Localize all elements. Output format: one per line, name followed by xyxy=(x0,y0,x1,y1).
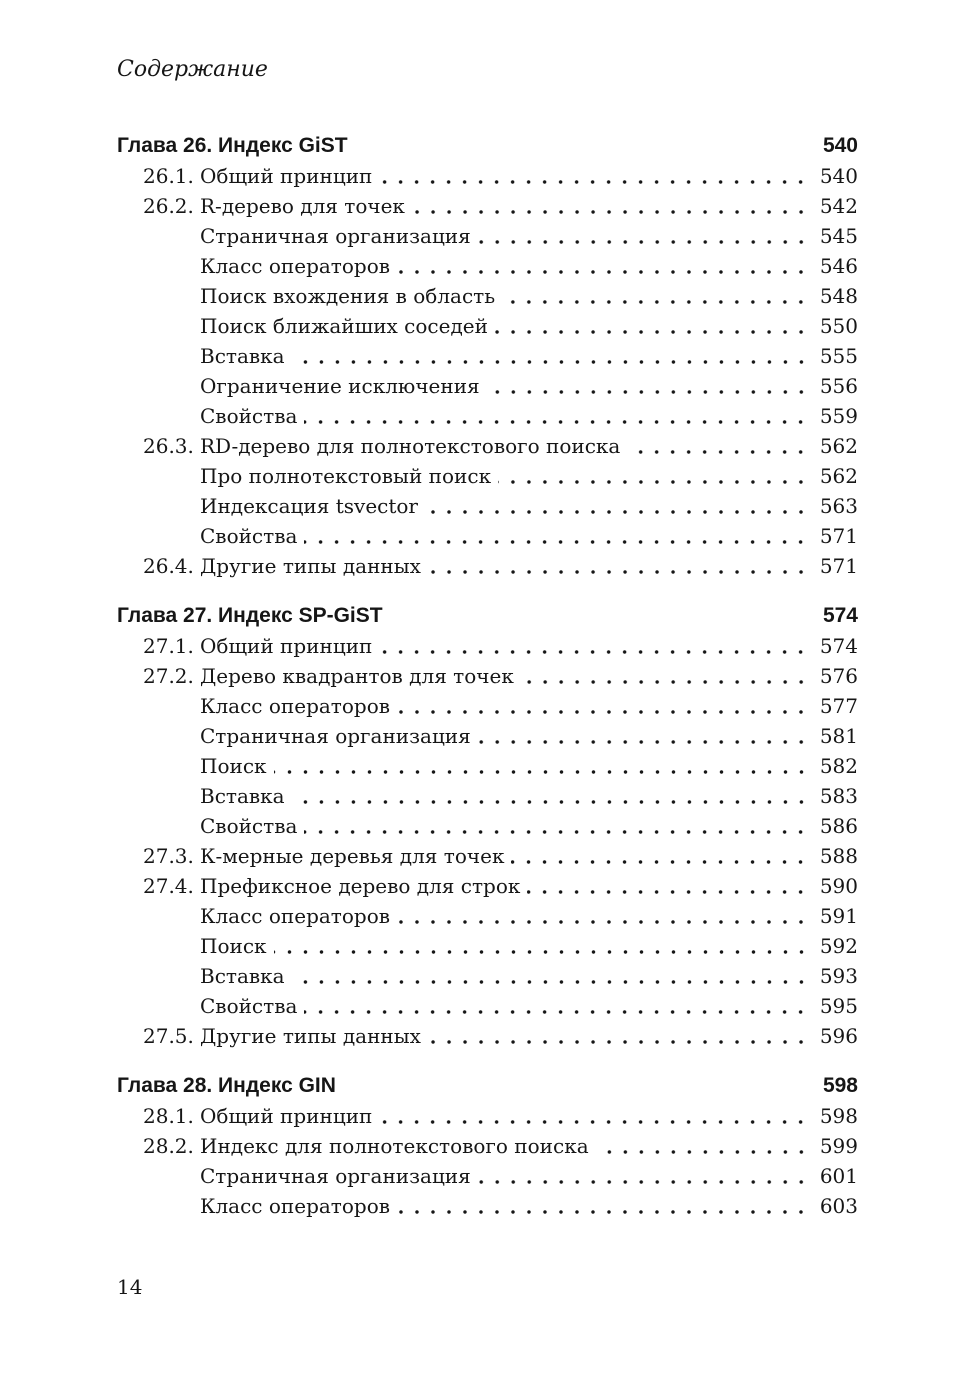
dot-leader xyxy=(292,961,810,991)
toc-entry-title: Вставка xyxy=(200,964,285,988)
toc-row xyxy=(117,1161,858,1191)
chapter-heading-page: 574 xyxy=(822,604,858,627)
dot-leader xyxy=(397,691,810,721)
toc-row xyxy=(117,661,858,691)
toc-row xyxy=(117,781,858,811)
footer-page-number: 14 xyxy=(117,1275,143,1299)
toc-row xyxy=(117,191,858,221)
toc-entry-page: 593 xyxy=(819,964,858,988)
chapter-heading-label: Глава 26. Индекс GiST xyxy=(117,134,348,157)
leader-spacer xyxy=(390,601,810,631)
dot-leader xyxy=(428,551,810,581)
toc-row xyxy=(117,431,858,461)
toc-entry-number: 26.2. xyxy=(143,194,194,218)
toc-entry-page: 583 xyxy=(819,784,858,808)
toc-entry-number: 27.5. xyxy=(143,1024,194,1048)
dot-leader xyxy=(379,161,810,191)
toc-entry-title: Свойства xyxy=(200,524,298,548)
dot-leader xyxy=(495,311,810,341)
toc-entry-page: 595 xyxy=(819,994,858,1018)
dot-leader xyxy=(478,1161,810,1191)
chapter-entries xyxy=(117,161,858,581)
toc-row xyxy=(117,631,858,661)
dot-leader xyxy=(274,931,810,961)
dot-leader xyxy=(304,521,810,551)
toc-chapter xyxy=(117,601,858,1051)
toc-entry-page: 603 xyxy=(819,1194,858,1218)
toc-row xyxy=(117,901,858,931)
toc-entry-number: 26.1. xyxy=(143,164,194,188)
dot-leader xyxy=(502,281,810,311)
toc-entry-title: Класс операторов xyxy=(200,254,391,278)
dot-leader xyxy=(428,1021,810,1051)
dot-leader xyxy=(379,1101,810,1131)
toc-entry-number: 27.2. xyxy=(143,664,194,688)
toc-row xyxy=(117,281,858,311)
toc-entry-title: Общий принцип xyxy=(200,1104,373,1128)
toc-entry-page: 588 xyxy=(819,844,858,868)
chapter-heading-row xyxy=(117,131,858,161)
leader-spacer xyxy=(343,1071,810,1101)
toc-entry-page: 540 xyxy=(819,164,858,188)
toc-row xyxy=(117,551,858,581)
dot-leader xyxy=(527,871,810,901)
toc-entry-title: Класс операторов xyxy=(200,694,391,718)
toc-page-title: Содержание xyxy=(117,57,268,82)
toc-entry-title: Индекс для полнотекстового поиска xyxy=(200,1134,589,1158)
toc-entry-title: Вставка xyxy=(200,784,285,808)
toc-entry-page: 571 xyxy=(819,524,858,548)
dot-leader xyxy=(627,431,810,461)
toc-chapter xyxy=(117,1071,858,1221)
toc-entry-page: 576 xyxy=(819,664,858,688)
toc-entry-title: Другие типы данных xyxy=(200,554,421,578)
toc-entry-page: 555 xyxy=(819,344,858,368)
toc-entry-page: 550 xyxy=(819,314,858,338)
toc-entry-page: 598 xyxy=(819,1104,858,1128)
toc-entry-title: Свойства xyxy=(200,814,298,838)
toc-entry-page: 556 xyxy=(819,374,858,398)
dot-leader xyxy=(304,991,810,1021)
toc-entry-page: 563 xyxy=(819,494,858,518)
toc-entry-page: 601 xyxy=(819,1164,858,1188)
toc-entry-page: 592 xyxy=(819,934,858,958)
dot-leader xyxy=(292,341,810,371)
toc-entry-page: 582 xyxy=(819,754,858,778)
toc-row xyxy=(117,691,858,721)
dot-leader xyxy=(274,751,810,781)
toc-row xyxy=(117,221,858,251)
toc-row xyxy=(117,991,858,1021)
chapter-heading-row xyxy=(117,1071,858,1101)
toc-row xyxy=(117,931,858,961)
toc-entry-number: 26.4. xyxy=(143,554,194,578)
toc-entry-page: 590 xyxy=(819,874,858,898)
leader-spacer xyxy=(355,131,810,161)
toc-entry-number: 28.2. xyxy=(143,1134,194,1158)
toc-row xyxy=(117,341,858,371)
dot-leader xyxy=(397,1191,810,1221)
dot-leader xyxy=(397,251,810,281)
toc-entry-title: Поиск вхождения в область xyxy=(200,284,496,308)
toc-entry-page: 581 xyxy=(819,724,858,748)
toc-entry-title: Поиск xyxy=(200,934,267,958)
toc-entry-page: 571 xyxy=(819,554,858,578)
toc-row xyxy=(117,1101,858,1131)
dot-leader xyxy=(521,661,810,691)
toc-row xyxy=(117,841,858,871)
toc-row xyxy=(117,1191,858,1221)
toc-entry-page: 542 xyxy=(819,194,858,218)
dot-leader xyxy=(304,401,810,431)
chapter-heading-label: Глава 27. Индекс SP-GiST xyxy=(117,604,383,627)
toc-row xyxy=(117,1131,858,1161)
dot-leader xyxy=(511,841,810,871)
dot-leader xyxy=(397,901,810,931)
toc-entry-title: R-дерево для точек xyxy=(200,194,405,218)
dot-leader xyxy=(478,721,810,751)
toc-row xyxy=(117,961,858,991)
toc-entry-number: 28.1. xyxy=(143,1104,194,1128)
toc-entry-number: 27.4. xyxy=(143,874,194,898)
toc-entry-title: Индексация tsvector xyxy=(200,494,418,518)
toc-entry-title: Префиксное дерево для строк xyxy=(200,874,521,898)
toc-entry-title: Свойства xyxy=(200,404,298,428)
toc-entry-title: Дерево квадрантов для точек xyxy=(200,664,514,688)
toc-entry-title: Другие типы данных xyxy=(200,1024,421,1048)
dot-leader xyxy=(379,631,810,661)
toc-row xyxy=(117,161,858,191)
toc-entry-title: Ограничение исключения xyxy=(200,374,480,398)
toc-entry-title: Про полнотекстовый поиск xyxy=(200,464,492,488)
toc-row xyxy=(117,401,858,431)
toc-row xyxy=(117,461,858,491)
toc-entry-page: 559 xyxy=(819,404,858,428)
toc-entry-page: 586 xyxy=(819,814,858,838)
toc-entry-page: 596 xyxy=(819,1024,858,1048)
toc-entry-title: К-мерные деревья для точек xyxy=(200,844,505,868)
toc-entry-page: 545 xyxy=(819,224,858,248)
toc-entry-page: 562 xyxy=(819,434,858,458)
toc-row xyxy=(117,521,858,551)
dot-leader xyxy=(498,461,810,491)
toc-row xyxy=(117,311,858,341)
dot-leader xyxy=(596,1131,810,1161)
toc-entry-number: 26.3. xyxy=(143,434,194,458)
toc-entry-page: 546 xyxy=(819,254,858,278)
toc-entry-number: 27.1. xyxy=(143,634,194,658)
toc-entry-title: Страничная организация xyxy=(200,224,471,248)
toc-row xyxy=(117,491,858,521)
toc-entry-page: 577 xyxy=(819,694,858,718)
dot-leader xyxy=(304,811,810,841)
dot-leader xyxy=(412,191,810,221)
toc-row xyxy=(117,371,858,401)
toc-entry-title: Свойства xyxy=(200,994,298,1018)
toc-row xyxy=(117,1021,858,1051)
chapter-entries xyxy=(117,631,858,1051)
chapter-heading-page: 598 xyxy=(822,1074,858,1097)
toc-entry-page: 548 xyxy=(819,284,858,308)
chapter-heading-label: Глава 28. Индекс GIN xyxy=(117,1074,336,1097)
chapter-heading-row xyxy=(117,601,858,631)
toc-row xyxy=(117,811,858,841)
dot-leader xyxy=(292,781,810,811)
toc-row xyxy=(117,751,858,781)
chapter-list xyxy=(117,131,858,1221)
dot-leader xyxy=(425,491,810,521)
toc-entry-title: Общий принцип xyxy=(200,164,373,188)
toc-row xyxy=(117,721,858,751)
toc-entry-title: RD-дерево для полнотекстового поиска xyxy=(200,434,621,458)
toc-chapter xyxy=(117,131,858,581)
toc-entry-page: 562 xyxy=(819,464,858,488)
dot-leader xyxy=(487,371,810,401)
toc-entry-page: 591 xyxy=(819,904,858,928)
chapter-entries xyxy=(117,1101,858,1221)
toc-entry-title: Поиск ближайших соседей xyxy=(200,314,488,338)
toc-row xyxy=(117,871,858,901)
toc-entry-title: Общий принцип xyxy=(200,634,373,658)
toc-entry-title: Класс операторов xyxy=(200,1194,391,1218)
toc-entry-number: 27.3. xyxy=(143,844,194,868)
toc-entry-title: Поиск xyxy=(200,754,267,778)
toc-entry-title: Вставка xyxy=(200,344,285,368)
toc-entry-title: Страничная организация xyxy=(200,724,471,748)
chapter-heading-page: 540 xyxy=(822,134,858,157)
dot-leader xyxy=(478,221,810,251)
toc-entry-title: Класс операторов xyxy=(200,904,391,928)
toc-entry-page: 599 xyxy=(819,1134,858,1158)
toc-entry-title: Страничная организация xyxy=(200,1164,471,1188)
toc-entry-page: 574 xyxy=(819,634,858,658)
toc-row xyxy=(117,251,858,281)
